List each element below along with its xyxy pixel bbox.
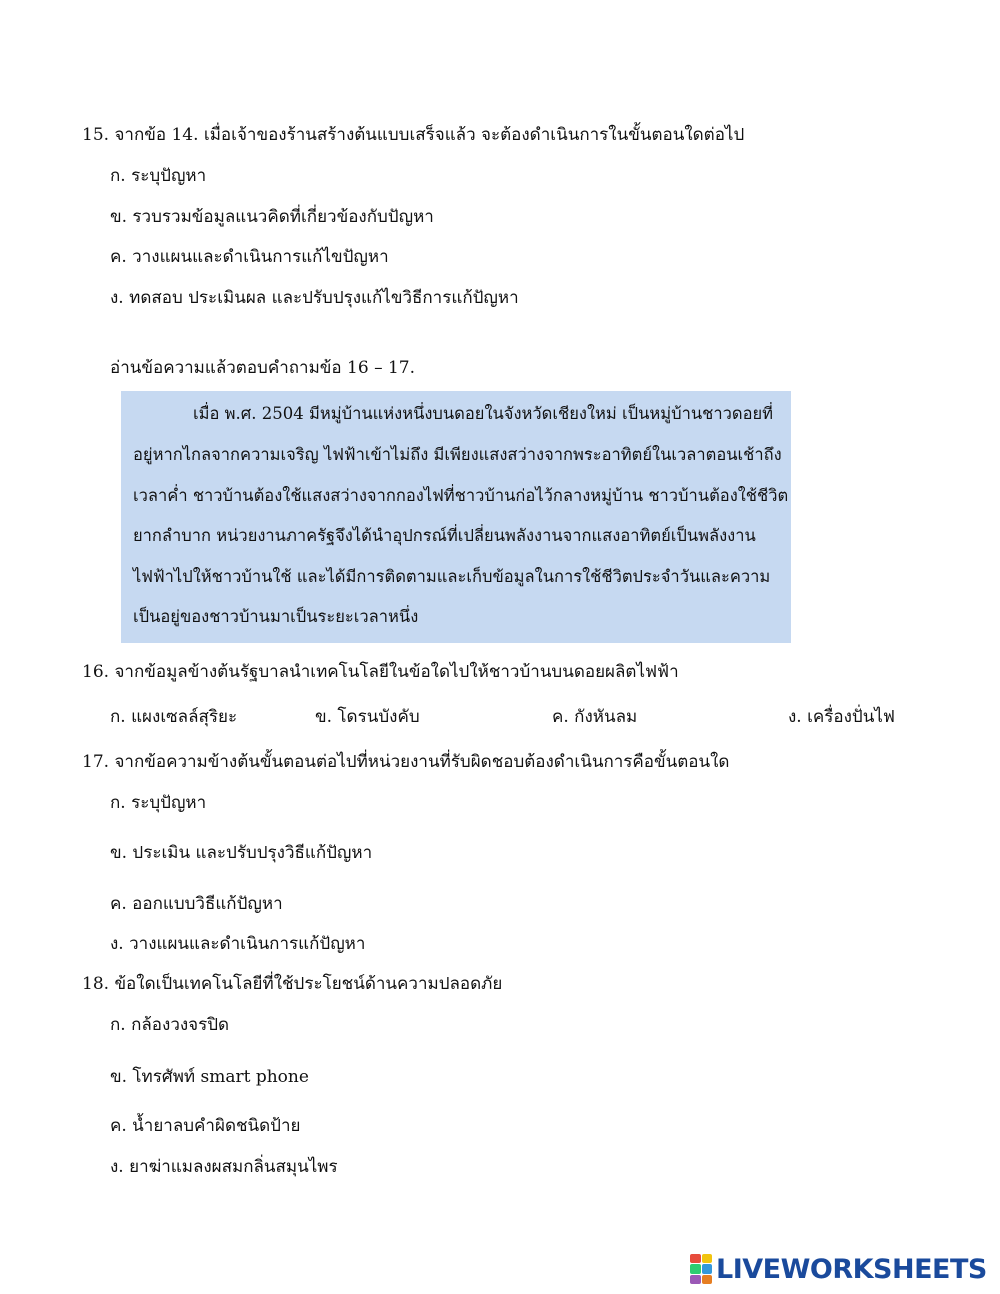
logo-tile — [690, 1264, 701, 1273]
reading-instruction: อ่านข้อความแล้วตอบคำถามข้อ 16 – 17. — [110, 358, 416, 378]
logo-tile — [690, 1254, 701, 1263]
passage-line: ไฟฟ้าไปให้ชาวบ้านใช้ และได้มีการติดตามและเก็บข้อมูลในการใช้ชีวิตประจำวันและความ — [133, 567, 771, 586]
question-16: 16. จากข้อมูลข้างต้นรัฐบาลนำเทคโนโลยีในข้อใดไปให้ชาวบ้านบนดอยผลิตไฟฟ้า — [82, 662, 679, 682]
reading-passage — [121, 391, 791, 643]
q16-option-a[interactable]: ก. แผงเซลล์สุริยะ — [110, 707, 238, 727]
q17-option-d[interactable]: ง. วางแผนและดำเนินการแก้ปัญหา — [110, 934, 366, 954]
q15-option-b[interactable]: ข. รวบรวมข้อมูลแนวคิดที่เกี่ยวข้องกับปัญหา — [110, 207, 434, 227]
q18-option-b[interactable]: ข. โทรศัพท์ smart phone — [110, 1067, 309, 1087]
passage-line: เป็นอยู่ของชาวบ้านมาเป็นระยะเวลาหนึ่ง — [133, 607, 419, 626]
q16-option-b[interactable]: ข. โดรนบังคับ — [315, 707, 420, 727]
q18-option-c[interactable]: ค. น้ำยาลบคำผิดชนิดป้าย — [110, 1116, 301, 1136]
question-18: 18. ข้อใดเป็นเทคโนโลยีที่ใช้ประโยชน์ด้านความปลอดภัย — [82, 974, 503, 994]
passage-line: อยู่หากไกลจากความเจริญ ไฟฟ้าเข้าไม่ถึง มีเพียงแสงสว่างจากพระอาทิตย์ในเวลาตอนเช้าถึง — [133, 445, 782, 464]
logo-tile — [702, 1254, 713, 1263]
q18-option-d[interactable]: ง. ยาฆ่าแมลงผสมกลิ่นสมุนไพร — [110, 1157, 338, 1177]
passage-line: เมื่อ พ.ศ. 2504 มีหมู่บ้านแห่งหนึ่งบนดอยในจังหวัดเชียงใหม่ เป็นหมู่บ้านชาวดอยที่ — [193, 404, 774, 423]
logo-tile — [702, 1264, 713, 1273]
q16-option-c[interactable]: ค. กังหันลม — [552, 707, 638, 727]
q15-option-d[interactable]: ง. ทดสอบ ประเมินผล และปรับปรุงแก้ไขวิธีการแก้ปัญหา — [110, 288, 519, 308]
question-15: 15. จากข้อ 14. เมื่อเจ้าของร้านสร้างต้นแบบเสร็จแล้ว จะต้องดำเนินการในขั้นตอนใดต่อไป — [82, 125, 745, 145]
q18-option-a[interactable]: ก. กล้องวงจรปิด — [110, 1015, 230, 1035]
liveworksheets-logo — [690, 1252, 987, 1286]
q17-option-a[interactable]: ก. ระบุปัญหา — [110, 793, 207, 813]
question-17: 17. จากข้อความข้างต้นขั้นตอนต่อไปที่หน่วยงานที่รับผิดชอบต้องดำเนินการคือขั้นตอนใด — [82, 752, 730, 772]
q15-option-c[interactable]: ค. วางแผนและดำเนินการแก้ไขปัญหา — [110, 247, 389, 267]
passage-line: เวลาค่ำ ชาวบ้านต้องใช้แสงสว่างจากกองไฟที่ชาวบ้านก่อไว้กลางหมู่บ้าน ชาวบ้านต้องใช้ชีวิต — [133, 486, 789, 505]
logo-tile — [702, 1275, 713, 1284]
logo-tile — [690, 1275, 701, 1284]
logo-tiles-icon — [690, 1254, 712, 1284]
q17-option-c[interactable]: ค. ออกแบบวิธีแก้ปัญหา — [110, 894, 283, 914]
passage-line: ยากลำบาก หน่วยงานภาครัฐจึงได้นำอุปกรณ์ที่เปลี่ยนพลังงานจากแสงอาทิตย์เป็นพลังงาน — [133, 526, 756, 545]
logo-text: LIVEWORKSHEETS — [716, 1253, 987, 1285]
q16-option-d[interactable]: ง. เครื่องปั่นไฟ — [788, 707, 895, 727]
q15-option-a[interactable]: ก. ระบุปัญหา — [110, 166, 207, 186]
q17-option-b[interactable]: ข. ประเมิน และปรับปรุงวิธีแก้ปัญหา — [110, 843, 373, 863]
